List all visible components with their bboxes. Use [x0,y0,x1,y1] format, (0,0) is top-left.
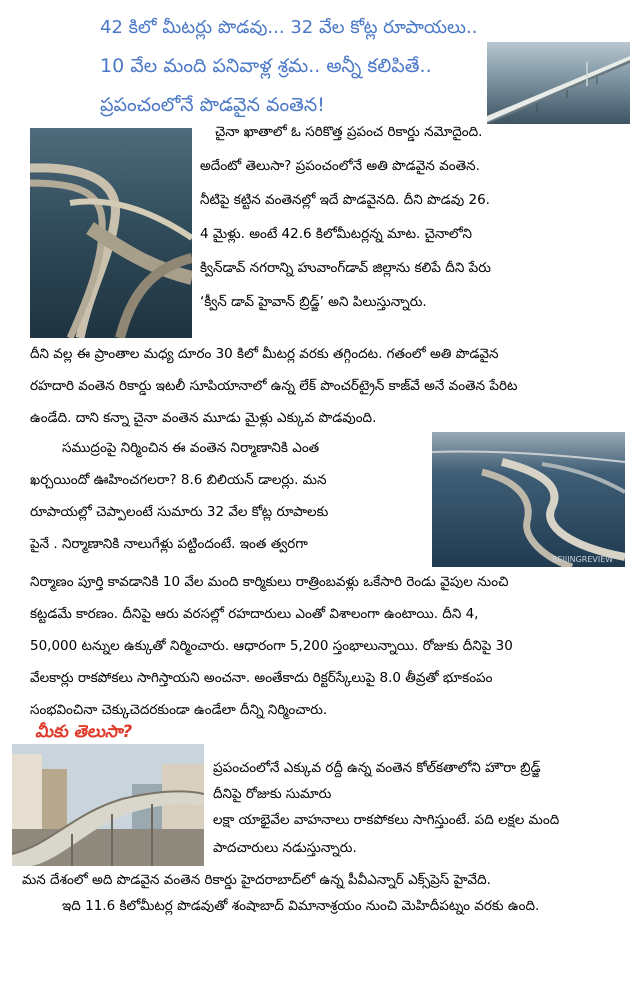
flyover-photo [12,744,204,866]
para3-line-2: ఖర్చయిందో ఊహించగలరా? 8.6 బిలియన్ డాలర్లు. మన [30,472,327,488]
para3-line-1: సముద్రంపై నిర్మించిన ఈ వంతెన నిర్మాణానికి ఎంత [62,440,320,456]
para1-line-2: అదేంటో తెలుసా? ప్రపంచంలోనే అతి పొడవైన వంతెన. [200,158,480,174]
para4-line-1: ప్రపంచంలోనే ఎక్కువ రద్దీ ఉన్న వంతెన కోల్‌కతాలోని హౌరా బ్రిడ్జ్ [213,760,541,776]
para1-line-4: 4 మైళ్లు. అంటే 42.6 కిలోమీటర్లన్న మాట. చైనాలోని [200,226,472,242]
para3-line-3: రూపాయల్లో చెప్పాలంటే సుమారు 32 వేల కోట్ల రూపాలకు [30,504,329,520]
para3-line-5: నిర్మాణం పూర్తి కావడానికి 10 వేల మంది కార్మికులు రాత్రింబవళ్లు ఒకేసారి రెండు వైపుల నుంచి [30,574,509,590]
bridge-photo-sea [487,42,630,124]
para2-line-3: ఉండేది. దాని కన్నా చైనా వంతెన మూడు మైళ్లు ఎక్కువ పొడవుంది. [30,410,377,426]
para3-line-4: పైనే . నిర్మాణానికి నాలుగేళ్లు పట్టిందంటే. ఇంత త్వరగా [30,536,308,552]
para1-line-5: క్విన్‌డావ్ నగరాన్ని హువాంగ్‌డావ్ జిల్లాను కలిపే దీని పేరు [200,260,491,276]
headline-line-3: ప్రపంచంలోనే పొడవైన వంతెన! [100,94,325,116]
para1-line-3: నీటిపై కట్టిన వంతెనల్లో ఇదే పొడవైనది. దీని పొడవు 26. [200,192,490,208]
para3-line-8: వేలకార్లు రాకపోకలు సాగిస్తాయని అంచనా. అంతేకాదు రిక్టర్‌స్కేలుపై 8.0 తీవ్రతో భూకంపం [30,670,493,686]
para4-line-4: పాదచారులు నడుస్తున్నారు. [213,840,357,856]
para5-line-1: మన దేశంలో అది పొడవైన వంతెన రికార్డు హైదరాబాద్‌లో ఉన్న పీవీఎన్నార్ ఎక్స్‌ప్రెస్ హైవేది. [22,872,491,888]
did-you-know-label: మీకు తెలుసా? [35,722,133,742]
para3-line-9: సంభవించినా చెక్కుచెదరకుండా ఉండేలా దీన్ని నిర్మించారు. [30,702,328,718]
para2-line-1: దీని వల్ల ఈ ప్రాంతాల మధ్య దూరం 30 కిలో మీటర్ల వరకు తగ్గిందట. గతంలో అతి పొడవైన [30,346,499,362]
para1-line-6: ‘క్వీన్ డావ్ హైవాన్ బ్రిడ్జ్’ అని పిలుస్తున్నారు. [200,294,427,310]
bridge-photo-interchange [30,128,192,338]
headline-line-2: 10 వేల మంది పనివాళ్ల శ్రమ.. అన్నీ కలిపితే.. [100,55,432,77]
para1-line-1: చైనా ఖాతాలో ఓ సరికొత్త ప్రపంచ రికార్డు నమోదైంది. [215,124,483,140]
para5-line-2: ఇది 11.6 కిలోమీటర్ల పొడవుతో శంషాబాద్ విమానాశ్రయం నుంచి మెహిదీపట్నం వరకు ఉంది. [62,898,540,914]
headline-line-1: 42 కిలో మీటర్లు పొడవు... 32 వేల కోట్ల రూపాయలు.. [100,17,478,38]
para3-line-7: 50,000 టన్నుల ఉక్కుతో నిర్మించారు. ఆధారంగా 5,200 స్తంభాలున్నాయి. రోజుకు దీనిపై 30 [30,638,513,654]
para4-line-3: లక్షా యాభైవేల వాహనాలు రాకపోకలు సాగిస్తుంటే. పది లక్షల మంది [213,812,560,828]
photo-watermark: BEIJINGREVIEW [552,555,614,564]
para2-line-2: రహదారి వంతెన రికార్డు ఇటలీ సూపియానాలో ఉన్న లేక్ పొంచర్‌ట్రైన్ కాజ్‌వే అనే వంతెన పేరిట [30,378,518,394]
bridge-photo-ocean [432,432,625,567]
para3-line-6: కట్టడమే కారణం. దీనిపై ఆరు వరసల్లో రహదారులు ఎంతో విశాలంగా ఉంటాయి. దీని 4, [30,606,479,622]
para4-line-2: దీనిపై రోజుకు సుమారు [213,786,332,802]
